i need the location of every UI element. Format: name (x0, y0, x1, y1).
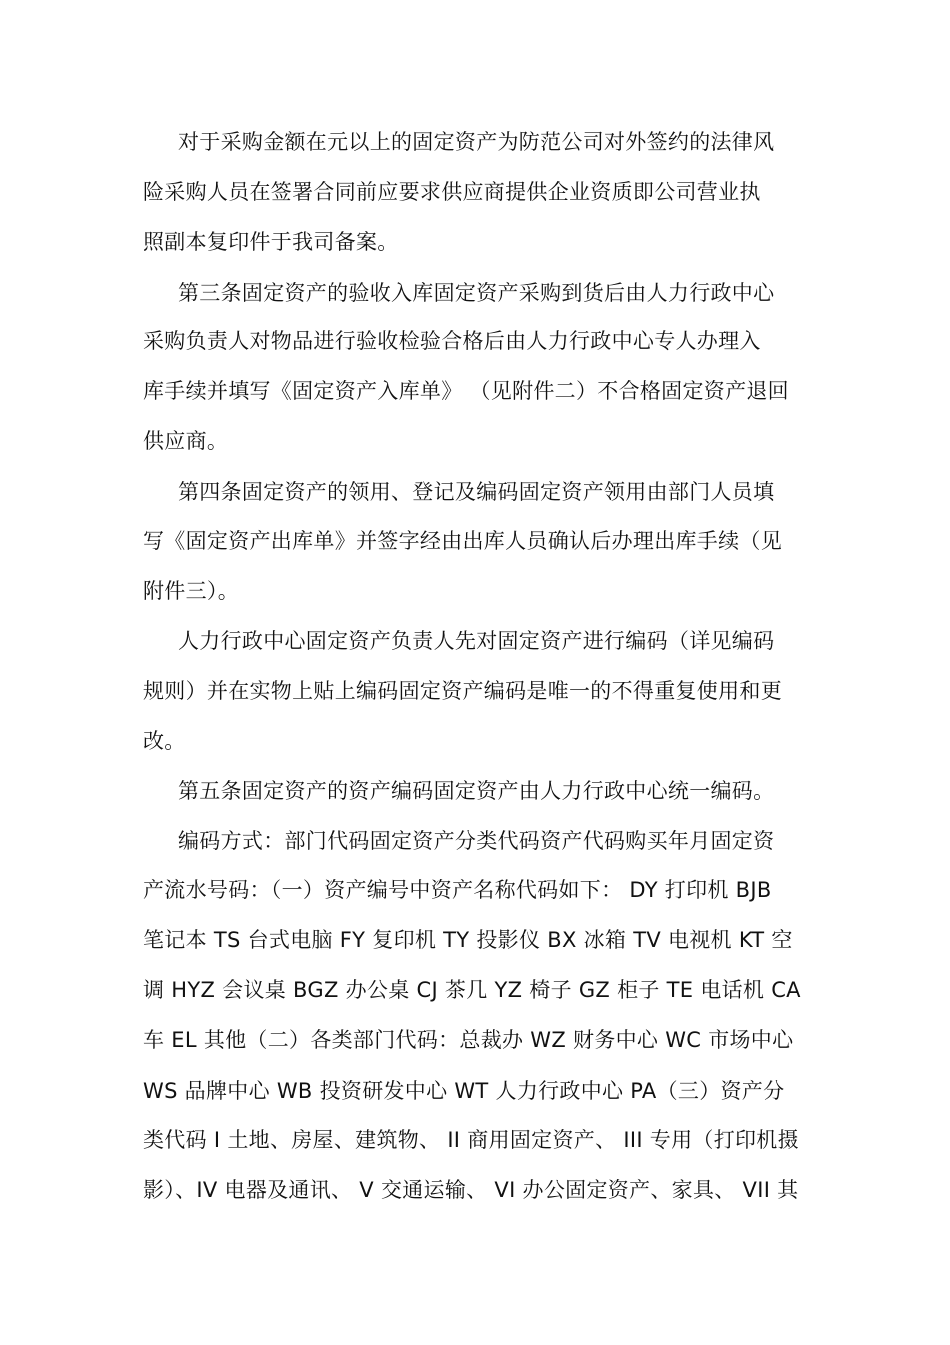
text-line: WS 品牌中心 WB 投资研发中心 WT 人力行政中心 PA（三）资产分 (143, 1079, 785, 1103)
text-line: 产流水号码：（一）资产编号中资产名称代码如下： DY 打印机 BJB (143, 878, 772, 902)
text-line: 库手续并填写《固定资产入库单》 （见附件二）不合格固定资产退回 (143, 379, 789, 403)
text-line: 采购负责人对物品进行验收检验合格后由人力行政中心专人办理入 (143, 329, 761, 353)
text-line: 第三条固定资产的验收入库固定资产采购到货后由人力行政中心 (178, 281, 775, 305)
text-line: 影）、IV 电器及通讯、 V 交通运输、 VI 办公固定资产、家具、 VII 其 (143, 1178, 799, 1202)
text-line: 类代码 I 土地、房屋、建筑物、 II 商用固定资产、 III 专用（打印机摄 (143, 1128, 799, 1152)
text-line: 对于采购金额在元以上的固定资产为防范公司对外签约的法律风 (178, 130, 775, 154)
text-line: 附件三）。 (143, 579, 239, 603)
text-line: 险采购人员在签署合同前应要求供应商提供企业资质即公司营业执 (143, 180, 761, 204)
text-line: 人力行政中心固定资产负责人先对固定资产进行编码（详见编码 (178, 629, 775, 653)
text-line: 编码方式：部门代码固定资产分类代码资产代码购买年月固定资 (178, 829, 775, 853)
text-line: 供应商。 (143, 429, 229, 453)
text-line: 照副本复印件于我司备案。 (143, 230, 399, 254)
text-line: 第四条固定资产的领用、登记及编码固定资产领用由部门人员填 (178, 480, 775, 504)
text-line: 规则）并在实物上贴上编码固定资产编码是唯一的不得重复使用和更 (143, 679, 782, 703)
text-line: 改。 (143, 729, 186, 753)
text-line: 笔记本 TS 台式电脑 FY 复印机 TY 投影仪 BX 冰箱 TV 电视机 KT 空 (143, 928, 793, 952)
text-line: 车 EL 其他（二）各类部门代码：总裁办 WZ 财务中心 WC 市场中心 (143, 1028, 794, 1052)
text-line: 调 HYZ 会议桌 BGZ 办公桌 CJ 茶几 YZ 椅子 GZ 柜子 TE 电话机 CA (143, 978, 801, 1002)
text-line: 第五条固定资产的资产编码固定资产由人力行政中心统一编码。 (178, 779, 775, 803)
text-line: 写《固定资产出库单》并签字经由出库人员确认后办理出库手续（见 (143, 529, 782, 553)
